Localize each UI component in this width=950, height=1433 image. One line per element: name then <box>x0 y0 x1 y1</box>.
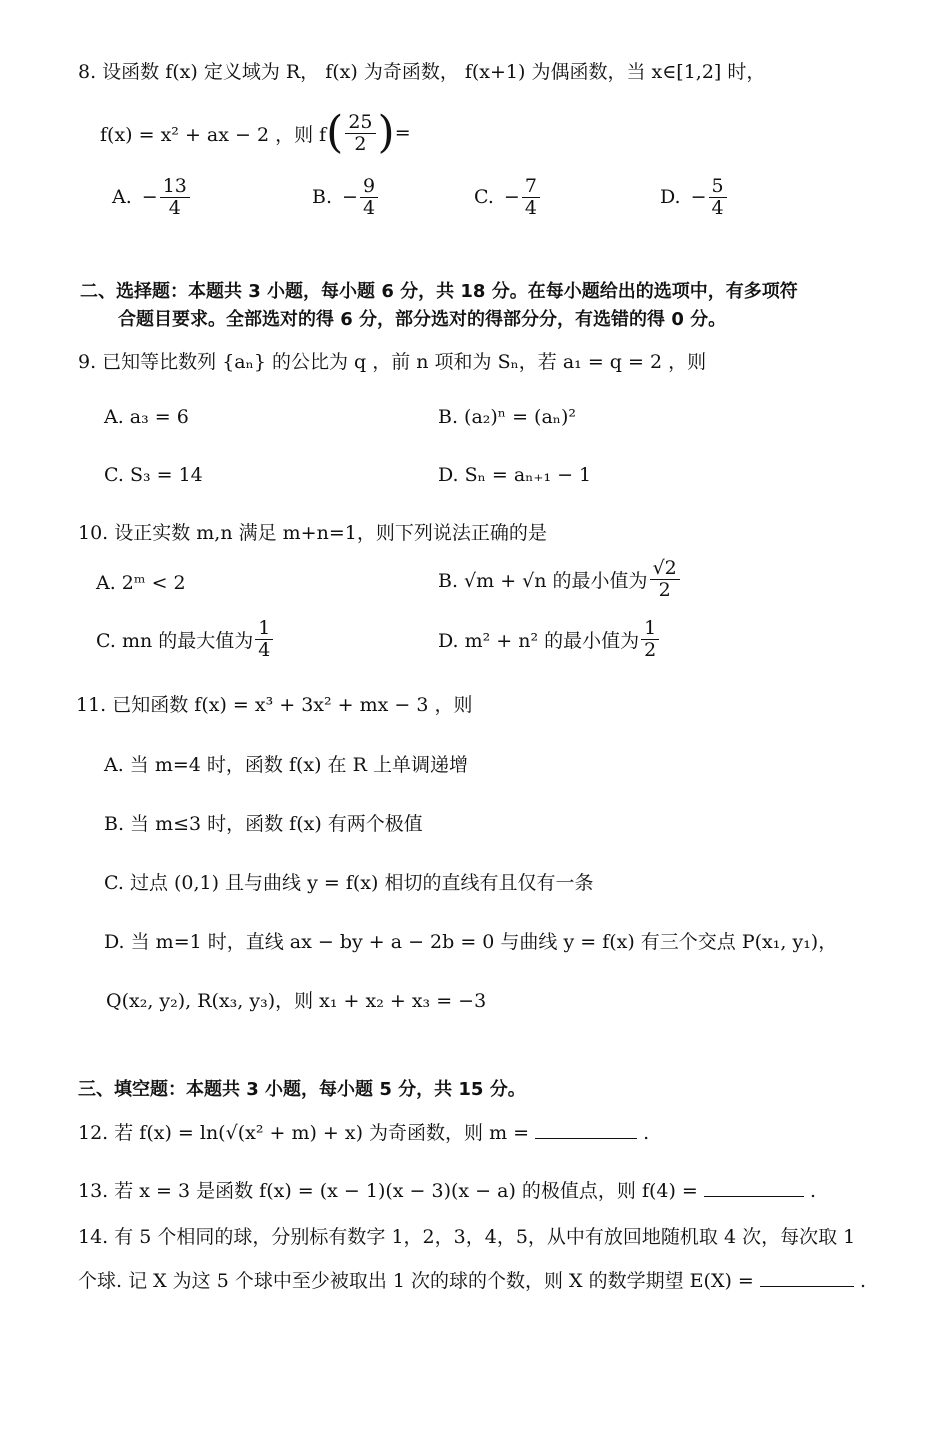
q10-option-b-num: √2 <box>650 558 680 580</box>
q9-stem: 9. 已知等比数列 {aₙ} 的公比为 q ，前 n 项和为 Sₙ，若 a₁ = q = 2 ，则 <box>78 351 707 373</box>
q8-option-b-den: 4 <box>362 196 376 219</box>
q8-option-b-sign: − <box>342 186 358 209</box>
q8-stem-line1 <box>78 57 765 84</box>
q10-option-d-num: 1 <box>641 618 659 640</box>
q8-paren-left: ( <box>326 107 344 158</box>
q14-answer-blank[interactable] <box>760 1268 854 1287</box>
q8-option-a-frac <box>160 176 190 219</box>
q8-option-a <box>112 176 192 219</box>
section-2-header-line1: 二、选择题：本题共 3 小题，每小题 6 分，共 18 分。在每小题给出的选项中，有多项符 <box>80 281 798 302</box>
q14-line2 <box>78 1266 866 1293</box>
q8-option-d-num: 5 <box>709 176 727 198</box>
q9-option-d: D. Sₙ = aₙ₊₁ − 1 <box>438 464 592 486</box>
q9-option-a: A. a₃ = 6 <box>104 406 189 428</box>
section-3-header: 三、填空题：本题共 3 小题，每小题 5 分，共 15 分。 <box>78 1079 526 1100</box>
q8-option-c-letter: C. <box>474 186 494 209</box>
q8-equals: = <box>394 122 411 144</box>
q10-option-d-den: 2 <box>644 638 657 661</box>
q12-end: . <box>643 1122 650 1144</box>
q8-option-c-frac <box>522 176 540 219</box>
q8-fraction-num: 25 <box>345 112 375 134</box>
q11-option-a: A. 当 m=4 时，函数 f(x) 在 R 上单调递增 <box>104 754 468 776</box>
q8-option-d-letter: D. <box>660 186 681 209</box>
q13-answer-blank[interactable] <box>704 1178 804 1197</box>
q14-text: 个球. 记 X 为这 5 个球中至少被取出 1 次的球的个数，则 X 的数学期望 E(X) = <box>78 1270 754 1292</box>
q10-option-c-text: C. mn 的最大值为 <box>96 629 254 652</box>
section-2-header-line2: 合题目要求。全部选对的得 6 分，部分选对的得部分分，有选错的得 0 分。 <box>118 309 727 330</box>
q11-stem: 11. 已知函数 f(x) = x³ + 3x² + mx − 3 ，则 <box>76 694 473 716</box>
q8-stem-line2 <box>100 108 411 158</box>
q10-option-b-den: 2 <box>658 578 671 601</box>
q12-text: 12. 若 f(x) = ln(√(x² + m) + x) 为奇函数，则 m = <box>78 1122 530 1144</box>
q13-end: . <box>809 1180 816 1202</box>
q8-option-b-letter: B. <box>312 186 333 209</box>
q10-option-b <box>438 558 682 601</box>
q12 <box>78 1118 649 1145</box>
q8-option-c-sign: − <box>503 186 520 209</box>
q10-option-c-den: 4 <box>258 638 271 661</box>
q10-option-d-frac <box>641 618 659 661</box>
q8-option-b <box>312 176 380 219</box>
q11-option-d-line1: D. 当 m=1 时，直线 ax − by + a − 2b = 0 与曲线 y = f(x) 有三个交点 P(x₁, y₁)， <box>104 931 838 953</box>
q10-option-c-num: 1 <box>255 618 273 640</box>
q8-option-a-letter: A. <box>112 186 132 209</box>
q8-option-b-num: 9 <box>360 176 378 198</box>
q10-option-d <box>438 618 661 661</box>
q8-option-a-num: 13 <box>160 176 190 198</box>
q10-option-b-text: B. √m + √n 的最小值为 <box>438 569 648 592</box>
q8-fraction <box>345 112 375 155</box>
q14-end: . <box>859 1270 866 1292</box>
q8-option-b-frac <box>360 176 378 219</box>
q11-option-c: C. 过点 (0,1) 且与曲线 y = f(x) 相切的直线有且仅有一条 <box>104 872 594 894</box>
q8-option-d-frac <box>709 176 727 219</box>
q9-option-b: B. (a₂)ⁿ = (aₙ)² <box>438 406 577 428</box>
q8-option-c-den: 4 <box>524 196 537 219</box>
q10-option-d-text: D. m² + n² 的最小值为 <box>438 629 640 652</box>
q8-option-d <box>660 176 729 219</box>
q10-option-b-frac <box>650 558 680 601</box>
q8-option-c <box>474 176 542 219</box>
q8-formula-prefix: f(x) = x² + ax − 2 ，则 f <box>100 123 327 146</box>
q14-line1: 14. 有 5 个相同的球，分别标有数字 1，2，3，4，5，从中有放回地随机取 4 次，每次取 1 <box>78 1226 856 1248</box>
q10-option-c <box>96 618 275 661</box>
q10-option-a: A. 2ᵐ < 2 <box>96 572 186 594</box>
q8-option-a-den: 4 <box>168 196 181 219</box>
q8-fraction-den: 2 <box>354 132 367 155</box>
q12-answer-blank[interactable] <box>535 1120 637 1139</box>
q9-option-c: C. S₃ = 14 <box>104 464 203 486</box>
q13 <box>78 1176 816 1203</box>
q8-option-c-num: 7 <box>522 176 540 198</box>
q8-stem-text: 8. 设函数 f(x) 定义域为 R， f(x) 为奇函数， f(x+1) 为偶函数，当 x∈[1,2] 时， <box>78 61 766 83</box>
q10-option-c-frac <box>255 618 273 661</box>
q8-option-a-sign: − <box>141 186 158 209</box>
q8-option-d-den: 4 <box>711 196 724 219</box>
q10-stem: 10. 设正实数 m,n 满足 m+n=1，则下列说法正确的是 <box>78 522 547 544</box>
q11-option-d-line2: Q(x₂, y₂), R(x₃, y₃)，则 x₁ + x₂ + x₃ = −3 <box>106 990 487 1012</box>
q11-option-b: B. 当 m≤3 时，函数 f(x) 有两个极值 <box>104 813 423 835</box>
q8-option-d-sign: − <box>690 186 707 209</box>
q8-paren-right: ) <box>377 107 395 158</box>
q13-text: 13. 若 x = 3 是函数 f(x) = (x − 1)(x − 3)(x − a) 的极值点，则 f(4) = <box>78 1180 698 1202</box>
